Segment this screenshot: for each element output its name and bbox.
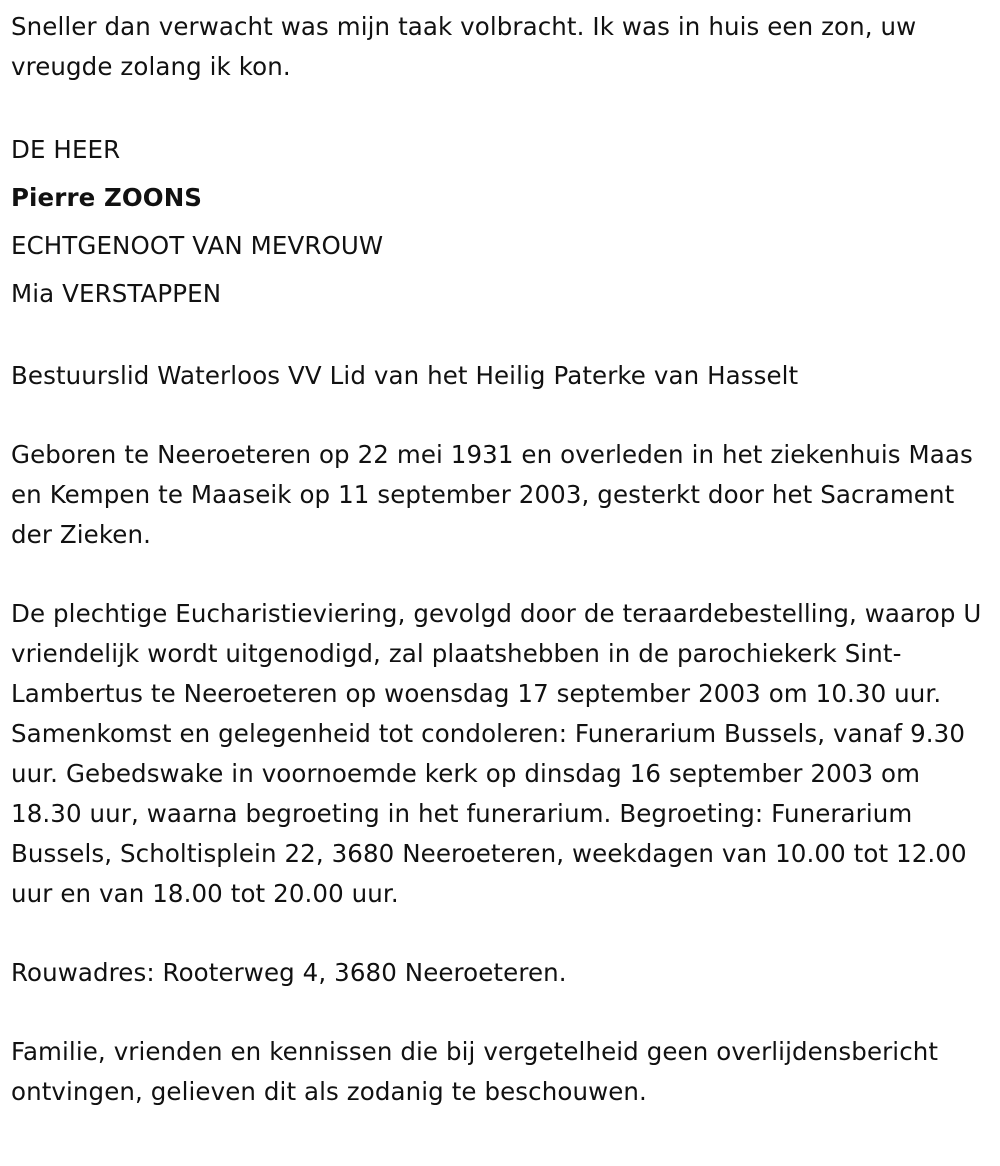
mourning-address: Rouwadres: Rooterweg 4, 3680 Neeroeteren.: [11, 958, 567, 987]
spacer: [11, 555, 996, 594]
spacer: [11, 318, 996, 356]
roles-text: Bestuurslid Waterloos VV Lid van het Heilig Paterke van Hasselt: [11, 361, 799, 390]
spacer: [11, 993, 996, 1032]
spacer: [11, 914, 996, 953]
spacer: [11, 396, 996, 435]
birth-death-text: Geboren te Neeroeteren op 22 mei 1931 en overleden in het ziekenhuis Maas en Kempen te Maaseik op 11 september 2003, gesterkt door het Sacrament der Zieken.: [11, 440, 973, 549]
spouse-label: ECHTGENOOT VAN MEVROUW: [11, 231, 384, 260]
ceremony-text: De plechtige Eucharistieviering, gevolgd door de teraardebestelling, waarop U vriendelijk wordt uitgenodigd, zal plaatshebben in de parochiekerk Sint-Lambertus te Neeroeteren op woensdag 17 september 2003 om 10.30 uur. Samenkomst en gelegenheid tot condoleren: Funerarium Bussels, vanaf 9.30 uur. Gebedswake in voornoemde kerk op dinsdag 16 september 2003 om 18.30 uur, waarna begroeting in het funerarium. Begroeting: Funerarium Bussels, Scholtisplein 22, 3680 Neeroeteren, weekdagen van 10.00 tot 12.00 uur en van 18.00 tot 20.00 uur.: [11, 599, 982, 908]
spacer: [11, 87, 996, 126]
spouse-name: Mia VERSTAPPEN: [11, 279, 222, 308]
closing-text: Familie, vrienden en kennissen die bij vergetelheid geen overlijdensbericht ontvingen, gelieven dit als zodanig te beschouwen.: [11, 1037, 939, 1106]
motto-text: Sneller dan verwacht was mijn taak volbracht. Ik was in huis een zon, uw vreugde zolang ik kon.: [11, 12, 917, 81]
deceased-name: Pierre ZOONS: [11, 183, 203, 212]
honorific-title: DE HEER: [11, 135, 121, 164]
death-notice: [11, 7, 996, 1112]
